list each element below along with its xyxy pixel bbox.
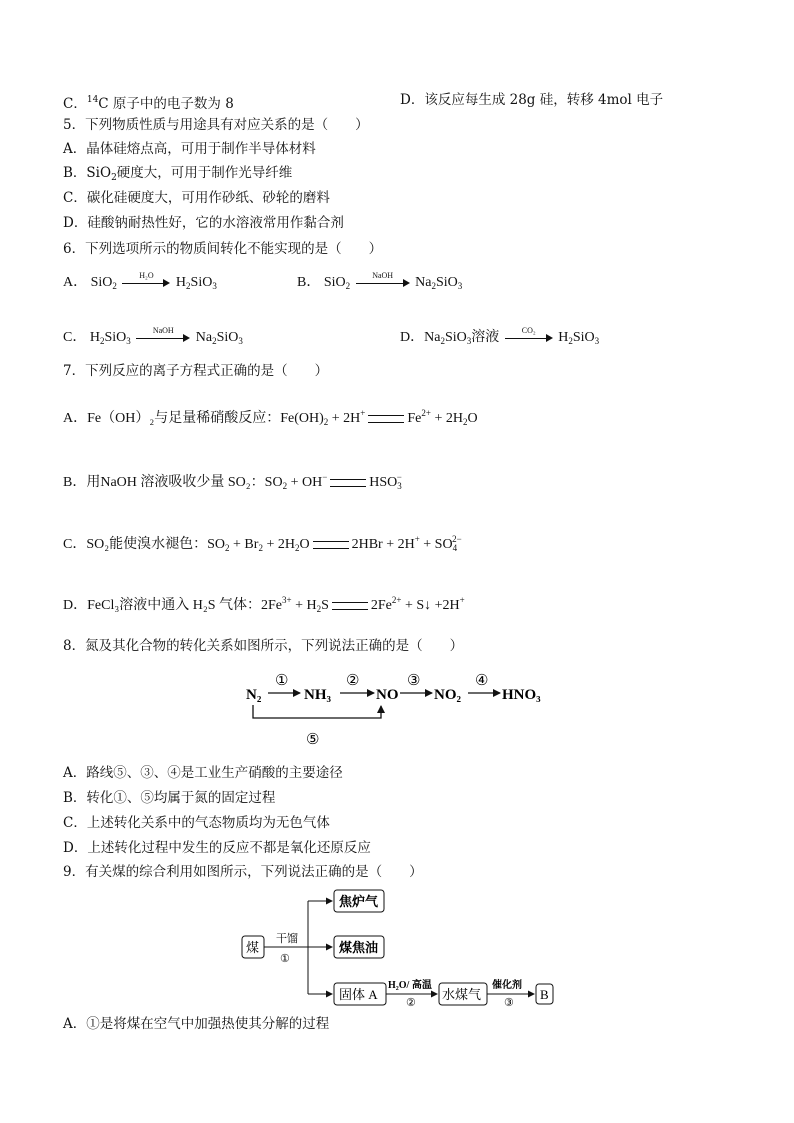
q6-option-d: D．$Na_2SiO_3$溶液 CO₂ $H_2SiO_3$ <box>400 325 600 346</box>
q6-stem: 6．下列选项所示的物质间转化不能实现的是（ ） <box>63 241 383 257</box>
step5-label: ⑤ <box>306 732 320 748</box>
q8-option-a: A．路线⑤、③、④是工业生产硝酸的主要途径 <box>63 765 343 781</box>
step1-label: ① <box>280 953 290 965</box>
solid-a-label: 固体 A <box>339 987 378 1002</box>
reaction-arrow: NaOH <box>136 331 190 345</box>
dry-distill-label: 干馏 <box>276 933 298 945</box>
q4-option-d: D．该反应每生成 28g 硅，转移 4mol 电子 <box>400 92 664 108</box>
q7-option-a: A．Fe（OH）₂与足量稀硝酸反应：$Fe(OH)_2 + 2H^+$ $Fe^{2+} + 2H_2O$ <box>63 408 478 427</box>
q5-option-a: A．晶体硅熔点高，可用于制作半导体材料 <box>63 141 316 157</box>
coke-gas-label: 焦炉气 <box>339 894 379 909</box>
step2-label: ② <box>406 997 416 1008</box>
q4-option-c: C．$^{14}$C 原子中的电子数为 8 <box>63 95 234 112</box>
catalyst-label: 催化剂 <box>492 980 522 991</box>
condition-2-label: H₂O/ 高温 <box>388 980 432 991</box>
no-label: NO <box>376 687 399 703</box>
q9-stem: 9．有关煤的综合利用如图所示，下列说法正确的是（ ） <box>63 864 423 880</box>
q5-option-c: C．碳化硅硬度大，可用作砂纸、砂轮的磨料 <box>63 190 330 206</box>
q6-option-c: C． $H_2SiO_3$ NaOH $Na_2SiO_3$ <box>63 325 243 346</box>
water-gas-label: 水煤气 <box>442 987 482 1002</box>
q9-option-a: A．①是将煤在空气中加强热使其分解的过程 <box>63 1016 330 1032</box>
step3-label: ③ <box>504 997 514 1008</box>
coal-tar-label: 煤焦油 <box>339 940 379 955</box>
reaction-arrow: H₂O <box>122 276 170 290</box>
q7-option-c: C．SO₂能使溴水褪色：$SO_2 + Br_2 + 2H_2O$ $2HBr + 2H^+ + SO_4^{2-}$ <box>63 534 462 553</box>
q5-option-b: B．SiO$_2$硬度大，可用于制作光导纤维 <box>63 165 293 183</box>
coal-label: 煤 <box>246 940 260 955</box>
nitrogen-conversion-diagram <box>240 668 560 752</box>
q7-stem: 7．下列反应的离子方程式正确的是（ ） <box>63 363 329 379</box>
reaction-arrow: CO₂ <box>505 331 553 345</box>
hno3-label: HNO₃ <box>502 687 541 703</box>
q5-stem: 5．下列物质性质与用途具有对应关系的是（ ） <box>63 117 369 133</box>
step2-label: ② <box>346 673 360 689</box>
b-label: B <box>540 987 549 1002</box>
q8-stem: 8．氮及其化合物的转化关系如图所示，下列说法正确的是（ ） <box>63 638 464 654</box>
reaction-arrow: NaOH <box>356 276 410 290</box>
step4-label: ④ <box>475 673 489 689</box>
n2-label: N₂ <box>246 687 262 703</box>
q6-option-b: B． SiO$_2$ NaOH $Na_2SiO_3$ <box>297 270 463 291</box>
q7-option-d: D．FeCl₃溶液中通入 H₂S 气体：$2Fe^{3+} + H_2S$ $2Fe^{2+}$ + S↓ +2H+ <box>63 595 465 614</box>
q8-option-d: D．上述转化过程中发生的反应不都是氧化还原反应 <box>63 840 371 856</box>
q8-option-c: C．上述转化关系中的气态物质均为无色气体 <box>63 815 330 831</box>
step1-label: ① <box>275 673 289 689</box>
coal-utilization-diagram <box>240 884 560 1008</box>
q5-option-d: D．硅酸钠耐热性好，它的水溶液常用作黏合剂 <box>63 215 344 231</box>
q6-option-a: A． SiO$_2$ H₂O $H_2SiO_3$ <box>63 270 217 291</box>
nh3-label: NH₃ <box>304 687 331 703</box>
no2-label: NO₂ <box>434 687 461 703</box>
step3-label: ③ <box>407 673 421 689</box>
q7-option-b: B．用NaOH 溶液吸收少量 SO₂：$SO_2 + OH^-$ $HSO_3^-$ <box>63 472 402 491</box>
q8-option-b: B．转化①、⑤均属于氮的固定过程 <box>63 790 276 806</box>
